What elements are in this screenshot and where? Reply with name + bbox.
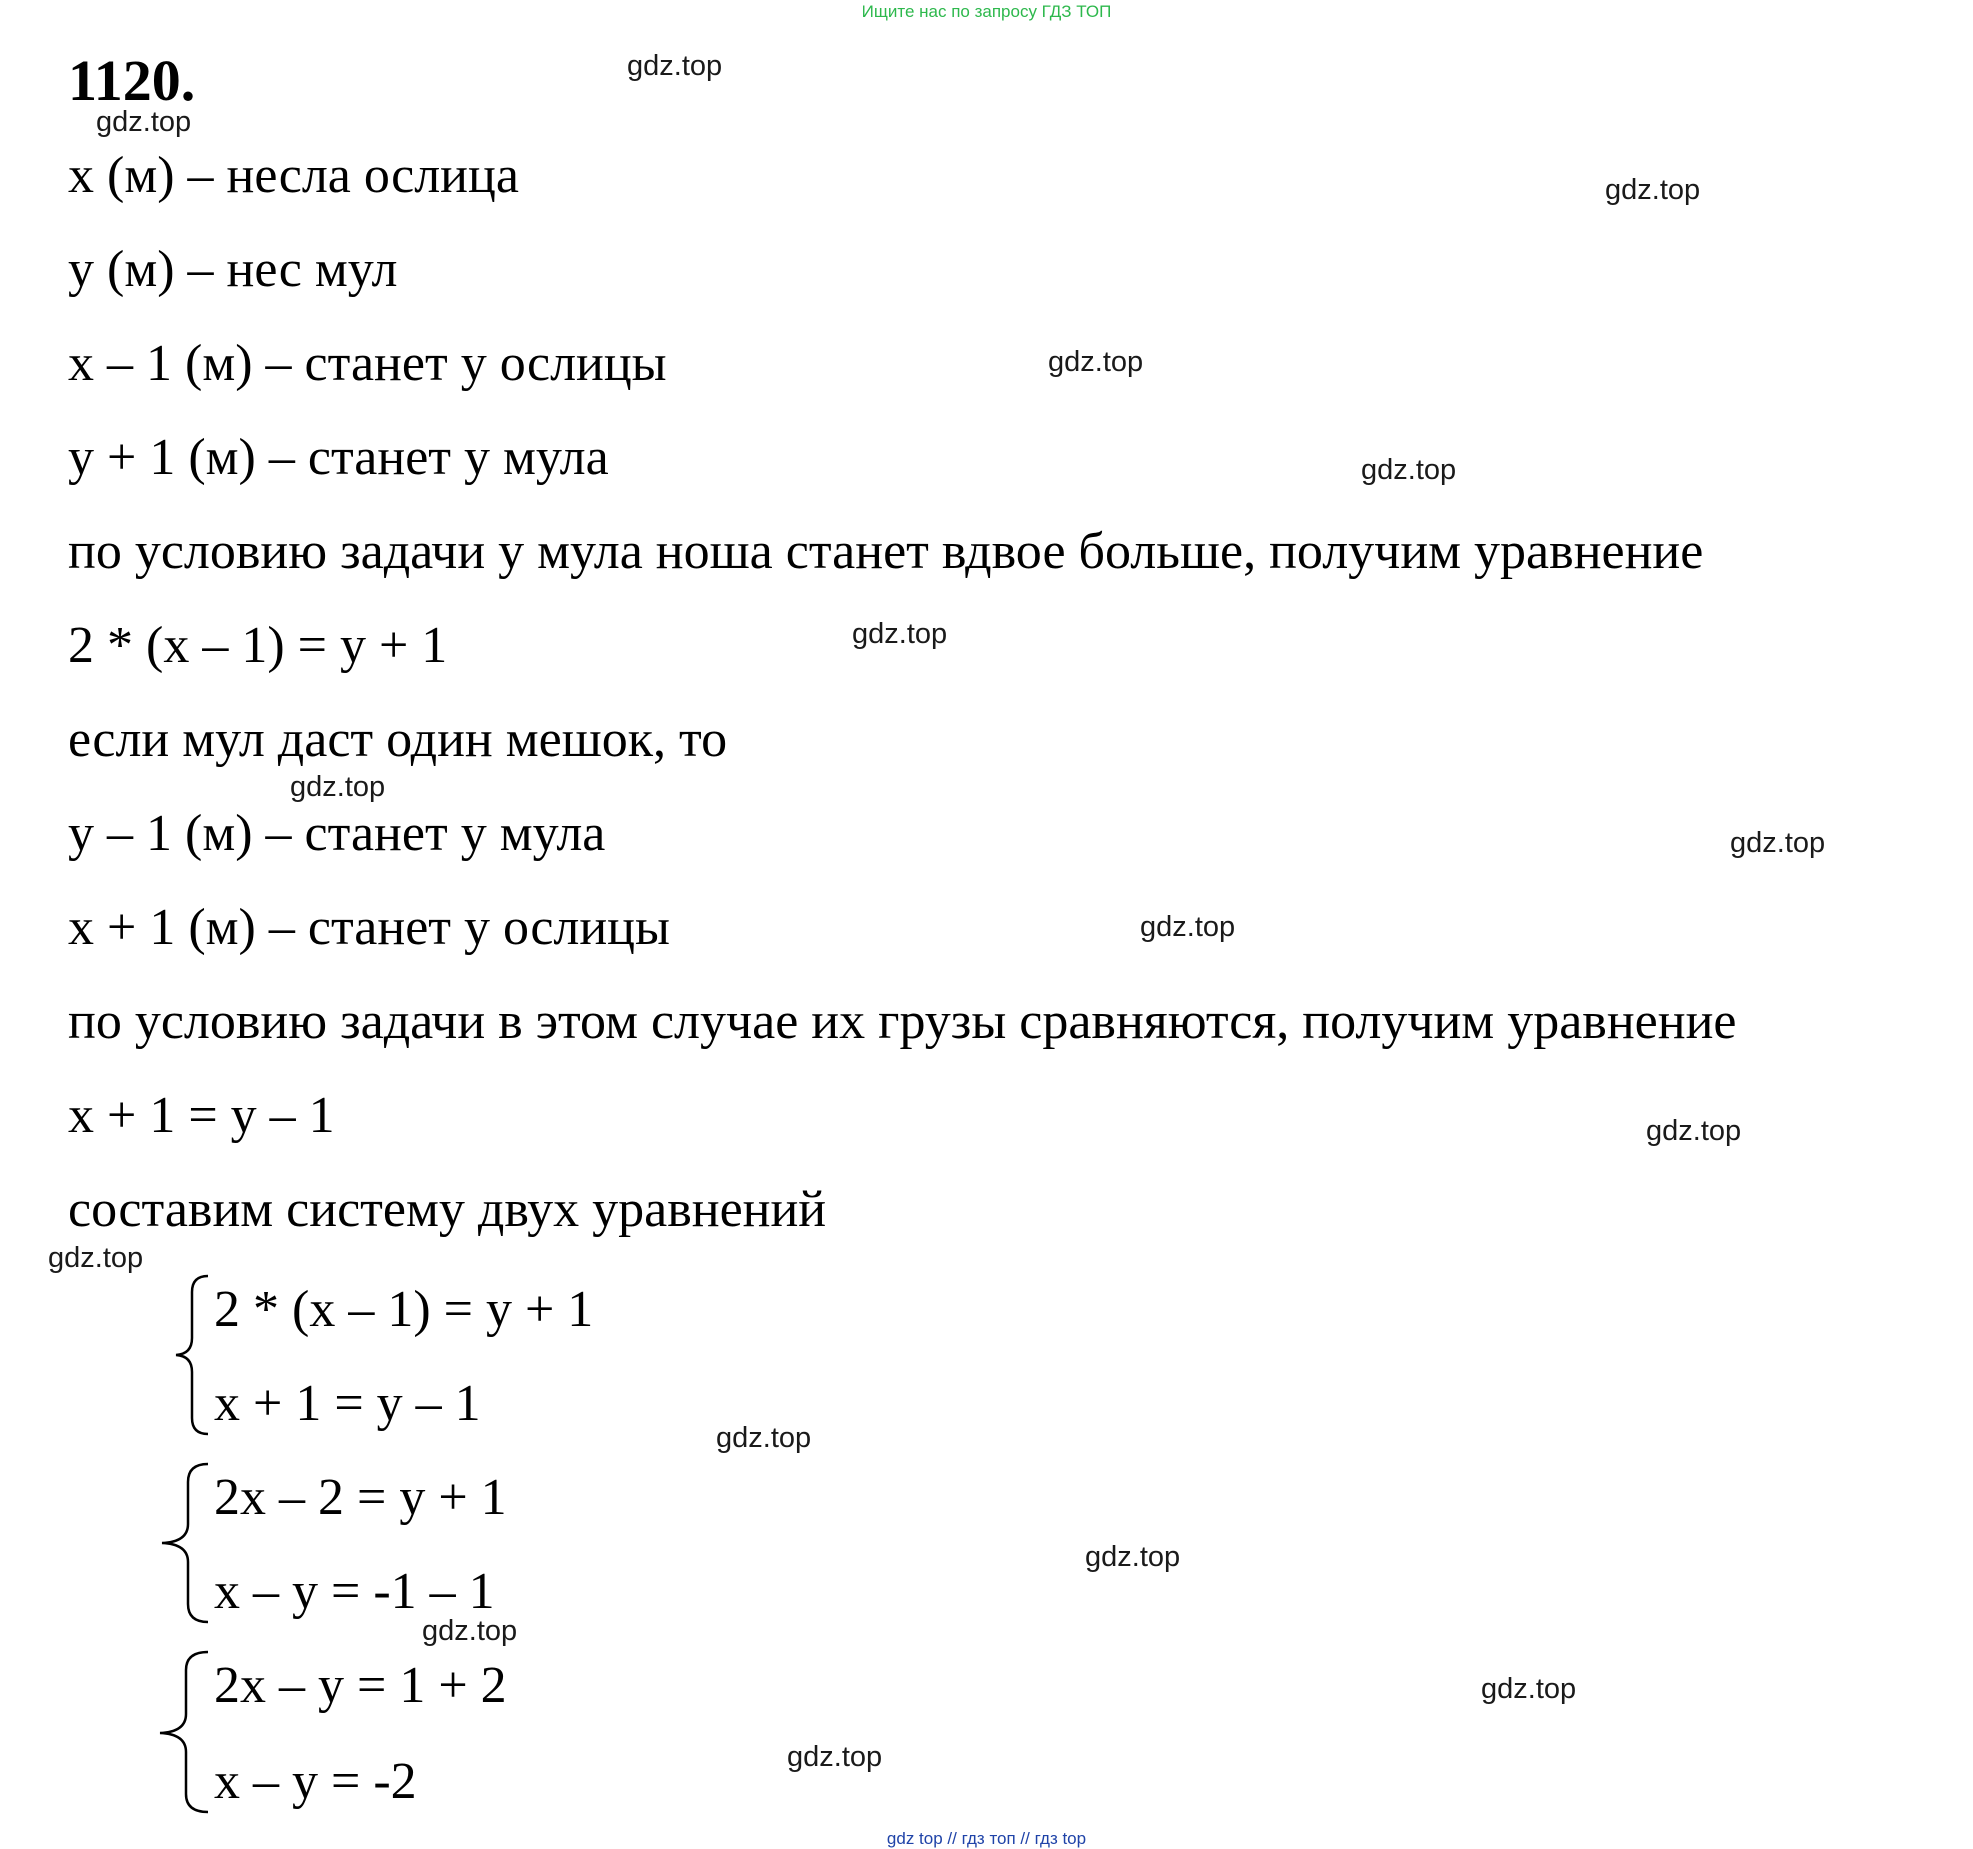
system-equation-2: x + 1 = y – 1	[214, 1375, 481, 1432]
solution-line: y + 1 (м) – станет у мула	[68, 429, 609, 486]
watermark: gdz.top	[716, 1422, 812, 1454]
system-equation-2: x – y = -1 – 1	[214, 1563, 495, 1620]
solution-line: x – 1 (м) – станет у ослицы	[68, 335, 667, 392]
solution-line: y – 1 (м) – станет у мула	[68, 805, 606, 862]
solution-line: x (м) – несла ослица	[68, 147, 519, 204]
equation-system-1	[0, 1270, 700, 1440]
system-equation-1: 2x – 2 = y + 1	[214, 1469, 507, 1526]
equation-system-3	[0, 1646, 700, 1818]
solution-line: x + 1 (м) – станет у ослицы	[68, 899, 670, 956]
watermark: gdz.top	[1085, 1541, 1181, 1573]
watermark: gdz.top	[1361, 454, 1457, 486]
system-equation-2: x – y = -2	[214, 1753, 417, 1810]
system-brace-icon	[0, 1458, 220, 1628]
solution-line: y (м) – нес мул	[68, 241, 398, 298]
solution-line: по условию задачи в этом случае их грузы сравняются, получим уравнение	[68, 993, 1737, 1050]
solution-line: если мул даст один мешок, то	[68, 711, 728, 768]
watermark: gdz.top	[1048, 346, 1144, 378]
system-equation-1: 2 * (x – 1) = y + 1	[214, 1281, 594, 1338]
watermark: gdz.top	[1605, 174, 1701, 206]
search-hint-banner: Ищите нас по запросу ГДЗ ТОП	[861, 2, 1112, 21]
equation-system-2	[0, 1458, 700, 1628]
watermark: gdz.top	[1730, 827, 1826, 859]
watermark: gdz.top	[48, 1242, 144, 1274]
equation-line: x + 1 = y – 1	[68, 1087, 335, 1144]
watermark: gdz.top	[852, 618, 948, 650]
solution-line: по условию задачи у мула ноша станет вдвое больше, получим уравнение	[68, 523, 1704, 580]
solution-line: составим систему двух уравнений	[68, 1181, 827, 1238]
watermark: gdz.top	[290, 771, 386, 803]
task-number: 1120.	[68, 48, 196, 113]
watermark: gdz.top	[787, 1741, 883, 1773]
system-brace-icon	[0, 1646, 220, 1818]
watermark: gdz.top	[1140, 911, 1236, 943]
equation-line: 2 * (x – 1) = y + 1	[68, 617, 448, 674]
watermark: gdz.top	[96, 106, 192, 138]
watermark: gdz.top	[422, 1615, 518, 1647]
watermark: gdz.top	[627, 50, 723, 82]
system-brace-icon	[0, 1270, 220, 1440]
system-equation-1: 2x – y = 1 + 2	[214, 1657, 507, 1714]
watermark: gdz.top	[1646, 1115, 1742, 1147]
watermark: gdz.top	[1481, 1673, 1577, 1705]
footer-banner: gdz top // гдз топ // гдз top	[886, 1829, 1087, 1848]
